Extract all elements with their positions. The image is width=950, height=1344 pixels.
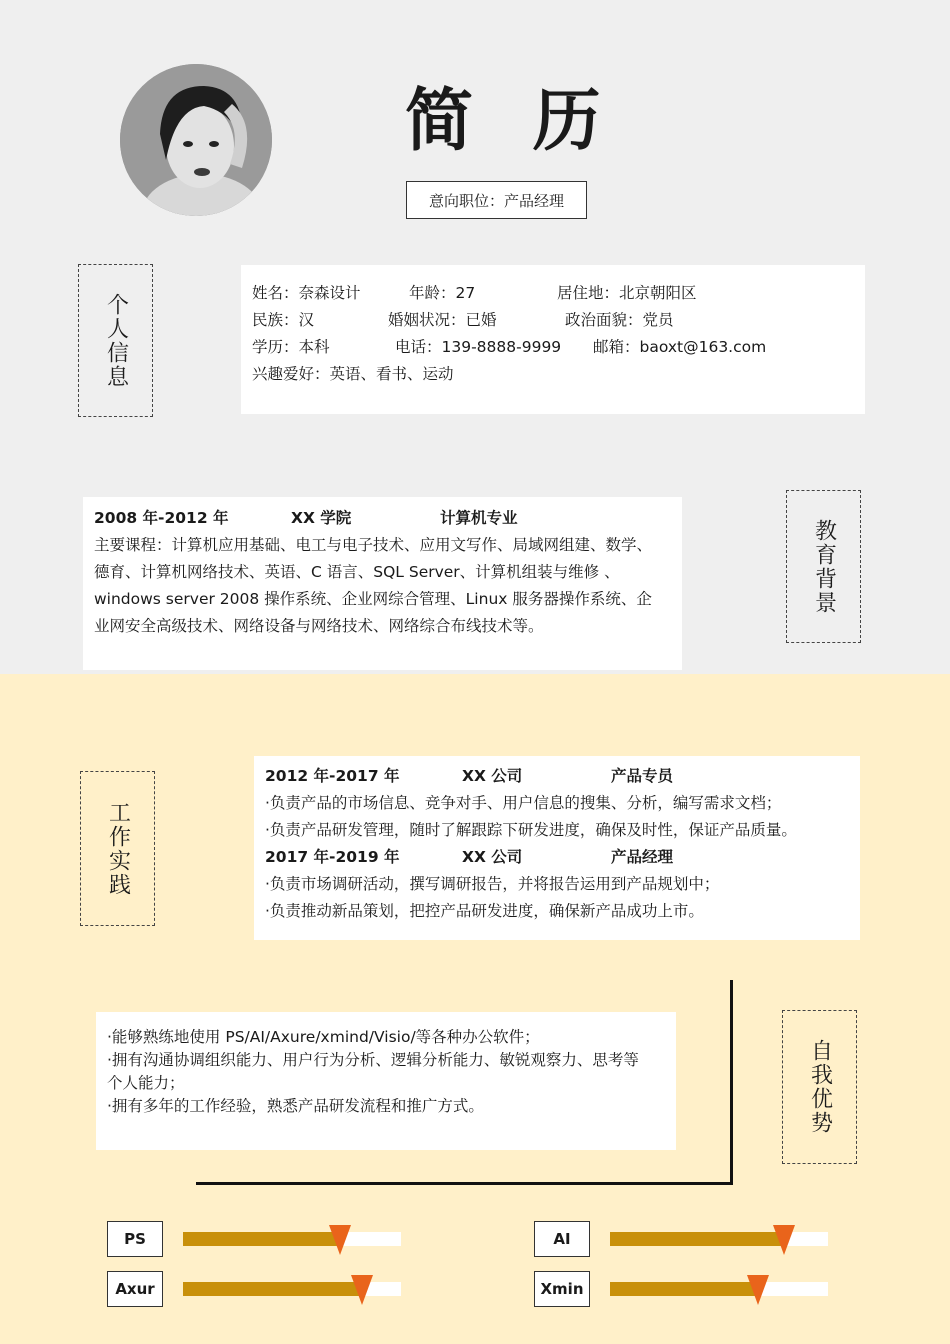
skill-bar-axur xyxy=(183,1282,401,1296)
edu-line: 业网安全高级技术、网络设备与网络技术、网络综合布线技术等。 xyxy=(94,617,544,635)
edu-line: 主要课程：计算机应用基础、电工与电子技术、应用文写作、局域网组建、数学、 xyxy=(94,536,653,554)
section-label-personal-text: 个人信息 xyxy=(103,292,129,389)
skill-marker-axur xyxy=(351,1275,373,1305)
section-label-work-text: 工作实践 xyxy=(105,800,131,897)
info-phone: 电话：139-8888-9999 xyxy=(395,338,562,356)
skill-label-xmin: Xmin xyxy=(534,1271,590,1307)
strength-line: ·拥有多年的工作经验，熟悉产品研发流程和推广方式。 xyxy=(107,1097,484,1115)
info-age: 年龄：27 xyxy=(409,284,476,302)
work-period: 2017 年-2019 年 xyxy=(265,848,400,866)
skill-fill-ai xyxy=(610,1232,784,1246)
strength-line: ·能够熟练地使用 PS/AI/Axure/xmind/Visio/等各种办公软件； xyxy=(107,1028,540,1046)
info-hobbies: 兴趣爱好：英语、看书、运动 xyxy=(252,365,454,383)
skill-marker-ps xyxy=(329,1225,351,1255)
strength-line: ·拥有沟通协调组织能力、用户行为分析、逻辑分析能力、敏锐观察力、思考等 xyxy=(107,1051,639,1069)
skill-bar-ai xyxy=(610,1232,828,1246)
skill-label-ai: AI xyxy=(534,1221,590,1257)
work-duty: ·负责市场调研活动，撰写调研报告，并将报告运用到产品规划中； xyxy=(265,875,720,893)
work-duty: ·负责产品研发管理，随时了解跟踪下研发进度，确保及时性，保证产品质量。 xyxy=(265,821,797,839)
section-label-strengths-text: 自我优势 xyxy=(807,1039,833,1135)
education-card xyxy=(83,497,682,670)
decorative-line-vertical xyxy=(730,980,733,1185)
skill-fill-xmin xyxy=(610,1282,758,1296)
skill-marker-ai xyxy=(773,1225,795,1255)
section-label-work xyxy=(80,771,155,926)
job-intent: 意向职位：产品经理 xyxy=(406,181,587,219)
info-political: 政治面貌：党员 xyxy=(565,311,674,329)
work-role: 产品专员 xyxy=(611,767,674,785)
decorative-line-horizontal xyxy=(196,1182,733,1185)
strengths-card xyxy=(96,1012,676,1150)
portrait-image xyxy=(120,64,272,216)
info-marital: 婚姻状况：已婚 xyxy=(388,311,497,329)
page-title: 简 历 xyxy=(405,82,619,161)
section-label-education-text: 教育背景 xyxy=(811,518,837,615)
skill-fill-axur xyxy=(183,1282,362,1296)
work-company: XX 公司 xyxy=(462,767,523,785)
avatar xyxy=(120,64,272,216)
skill-bar-xmin xyxy=(610,1282,828,1296)
info-ethnicity: 民族：汉 xyxy=(252,311,315,329)
work-role: 产品经理 xyxy=(611,848,674,866)
work-company: XX 公司 xyxy=(462,848,523,866)
section-label-strengths xyxy=(782,1010,857,1164)
section-label-personal xyxy=(78,264,153,417)
work-duty: ·负责产品的市场信息、竞争对手、用户信息的搜集、分析，编写需求文档； xyxy=(265,794,782,812)
work-card xyxy=(254,756,860,940)
strength-line: 个人能力； xyxy=(107,1074,185,1092)
skill-label-ps: PS xyxy=(107,1221,163,1257)
personal-info-card xyxy=(241,265,865,414)
work-duty: ·负责推动新品策划，把控产品研发进度，确保新产品成功上市。 xyxy=(265,902,704,920)
skill-marker-xmin xyxy=(747,1275,769,1305)
info-email: 邮箱：baoxt@163.com xyxy=(593,338,767,356)
info-degree: 学历：本科 xyxy=(252,338,330,356)
edu-line: windows server 2008 操作系统、企业网综合管理、Linux 服务器操作系统、企 xyxy=(94,590,652,608)
info-name: 姓名：奈森设计 xyxy=(252,284,361,302)
skill-fill-ps xyxy=(183,1232,340,1246)
section-label-education xyxy=(786,490,861,643)
edu-period: 2008 年-2012 年 xyxy=(94,509,229,527)
edu-school: XX 学院 xyxy=(291,509,352,527)
info-residence: 居住地：北京朝阳区 xyxy=(557,284,697,302)
work-period: 2012 年-2017 年 xyxy=(265,767,400,785)
edu-major: 计算机专业 xyxy=(440,509,518,527)
skill-label-axur: Axur xyxy=(107,1271,163,1307)
edu-line: 德育、计算机网络技术、英语、C 语言、SQL Server、计算机组装与维修 、 xyxy=(94,563,620,581)
skill-bar-ps xyxy=(183,1232,401,1246)
